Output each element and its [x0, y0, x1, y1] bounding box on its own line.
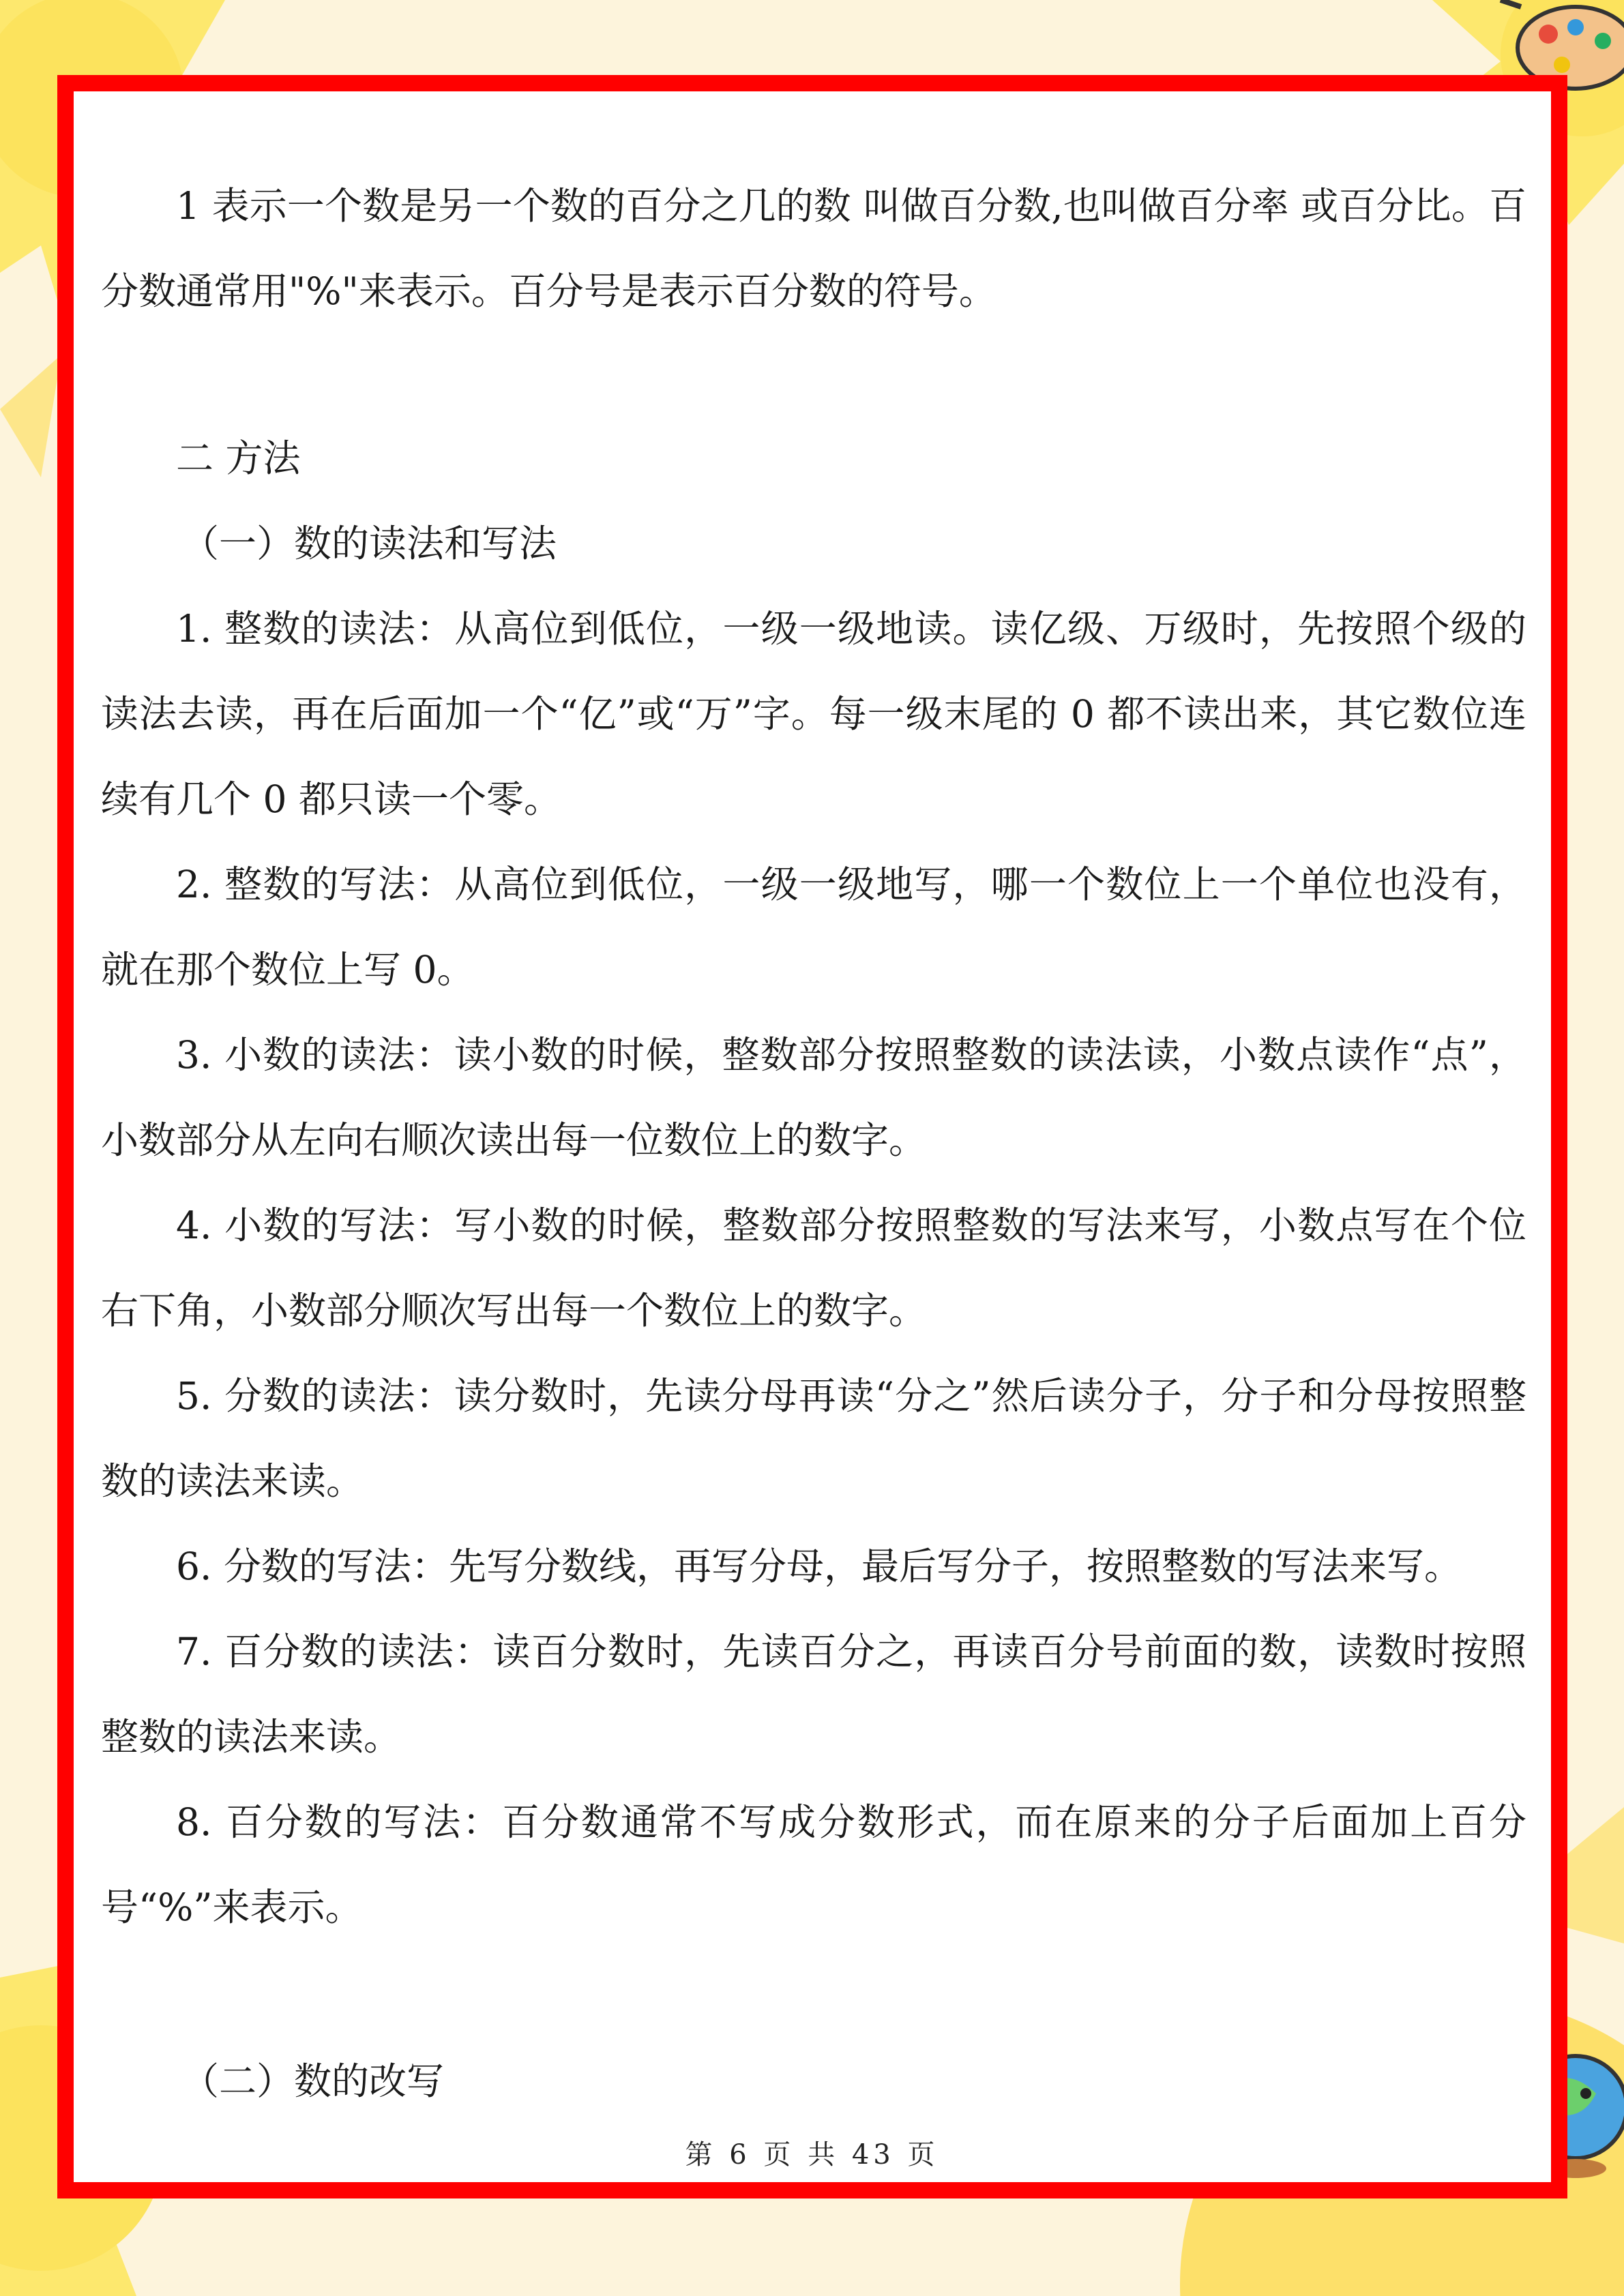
list-item: 7. 百分数的读法：读百分数时，先读百分之，再读百分号前面的数，读数时按照整数的读法来读。 — [101, 1630, 1526, 1759]
section-heading-methods: 二 方法 — [176, 436, 301, 480]
document-body — [101, 164, 1526, 2124]
intro-paragraph: 1 表示一个数是另一个数的百分之几的数 叫做百分数,也叫做百分率 或百分比。百分数通常用"%"来表示。百分号是表示百分数的符号。 — [101, 184, 1526, 313]
list-item: 3. 小数的读法：读小数的时候，整数部分按照整数的读法读，小数点读作“点”，小数部分从左向右顺次读出每一位数位上的数字。 — [101, 1033, 1526, 1162]
list-item: 1. 整数的读法：从高位到低位，一级一级地读。读亿级、万级时，先按照个级的读法去读，再在后面加一个“亿”或“万”字。每一级末尾的 0 都不读出来，其它数位连续有几个 0 都只读一个零。 — [101, 607, 1526, 821]
page-number-footer: 第 6 页 共 43 页 — [685, 2139, 939, 2171]
subsection-heading-rewrite: （二）数的改写 — [181, 2059, 445, 2103]
list-item: 4. 小数的写法：写小数的时候，整数部分按照整数的写法来写，小数点写在个位右下角，小数部分顺次写出每一个数位上的数字。 — [101, 1204, 1526, 1332]
subsection-heading-read-write: （一）数的读法和写法 — [181, 522, 557, 565]
list-item: 5. 分数的读法：读分数时，先读分母再读“分之”然后读分子，分子和分母按照整数的读法来读。 — [101, 1374, 1526, 1503]
list-item: 8. 百分数的写法：百分数通常不写成分数形式，而在原来的分子后面加上百分号“%”来表示。 — [101, 1800, 1526, 1929]
list-item: 6. 分数的写法：先写分数线，再写分母，最后写分子，按照整数的写法来写。 — [176, 1545, 1462, 1588]
list-item: 2. 整数的写法：从高位到低位，一级一级地写，哪一个数位上一个单位也没有，就在那个数位上写 0。 — [101, 863, 1526, 992]
